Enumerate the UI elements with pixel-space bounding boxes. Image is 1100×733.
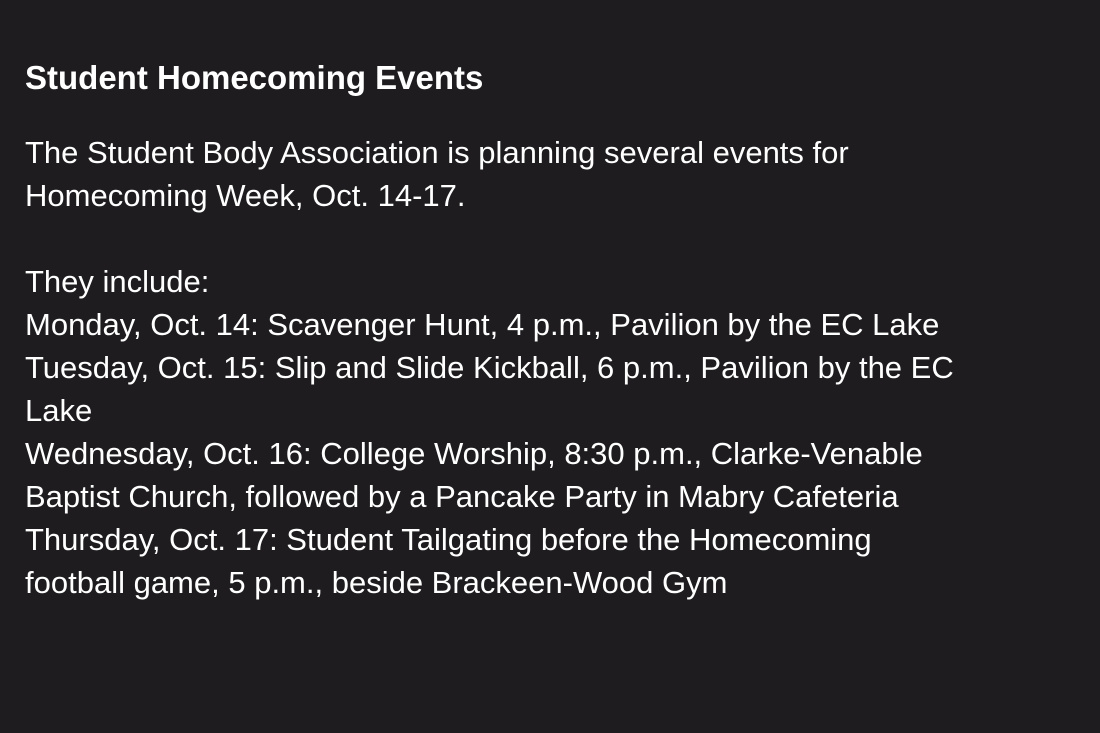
event-line-thursday: Thursday, Oct. 17: Student Tailgating before the Homecoming (25, 522, 872, 557)
paragraph-spacer (25, 217, 1060, 260)
event-line-monday: Monday, Oct. 14: Scavenger Hunt, 4 p.m., Pavilion by the EC Lake (25, 307, 940, 342)
intro-line: Homecoming Week, Oct. 14-17. (25, 178, 466, 213)
intro-paragraph (25, 131, 1060, 217)
event-line-wednesday: Wednesday, Oct. 16: College Worship, 8:30 p.m., Clarke-Venable (25, 436, 923, 471)
event-line-tuesday-cont: Lake (25, 393, 93, 428)
intro-line: The Student Body Association is planning several events for (25, 135, 849, 170)
event-line-wednesday-cont: Baptist Church, followed by a Pancake Party in Mabry Cafeteria (25, 479, 899, 514)
event-line-thursday-cont: football game, 5 p.m., beside Brackeen-Wood Gym (25, 565, 728, 600)
events-paragraph (25, 260, 1060, 604)
list-intro: They include: (25, 264, 210, 299)
event-line-tuesday: Tuesday, Oct. 15: Slip and Slide Kickball, 6 p.m., Pavilion by the EC (25, 350, 954, 385)
slide-title: Student Homecoming Events (25, 59, 484, 96)
slide-body (25, 131, 1060, 604)
